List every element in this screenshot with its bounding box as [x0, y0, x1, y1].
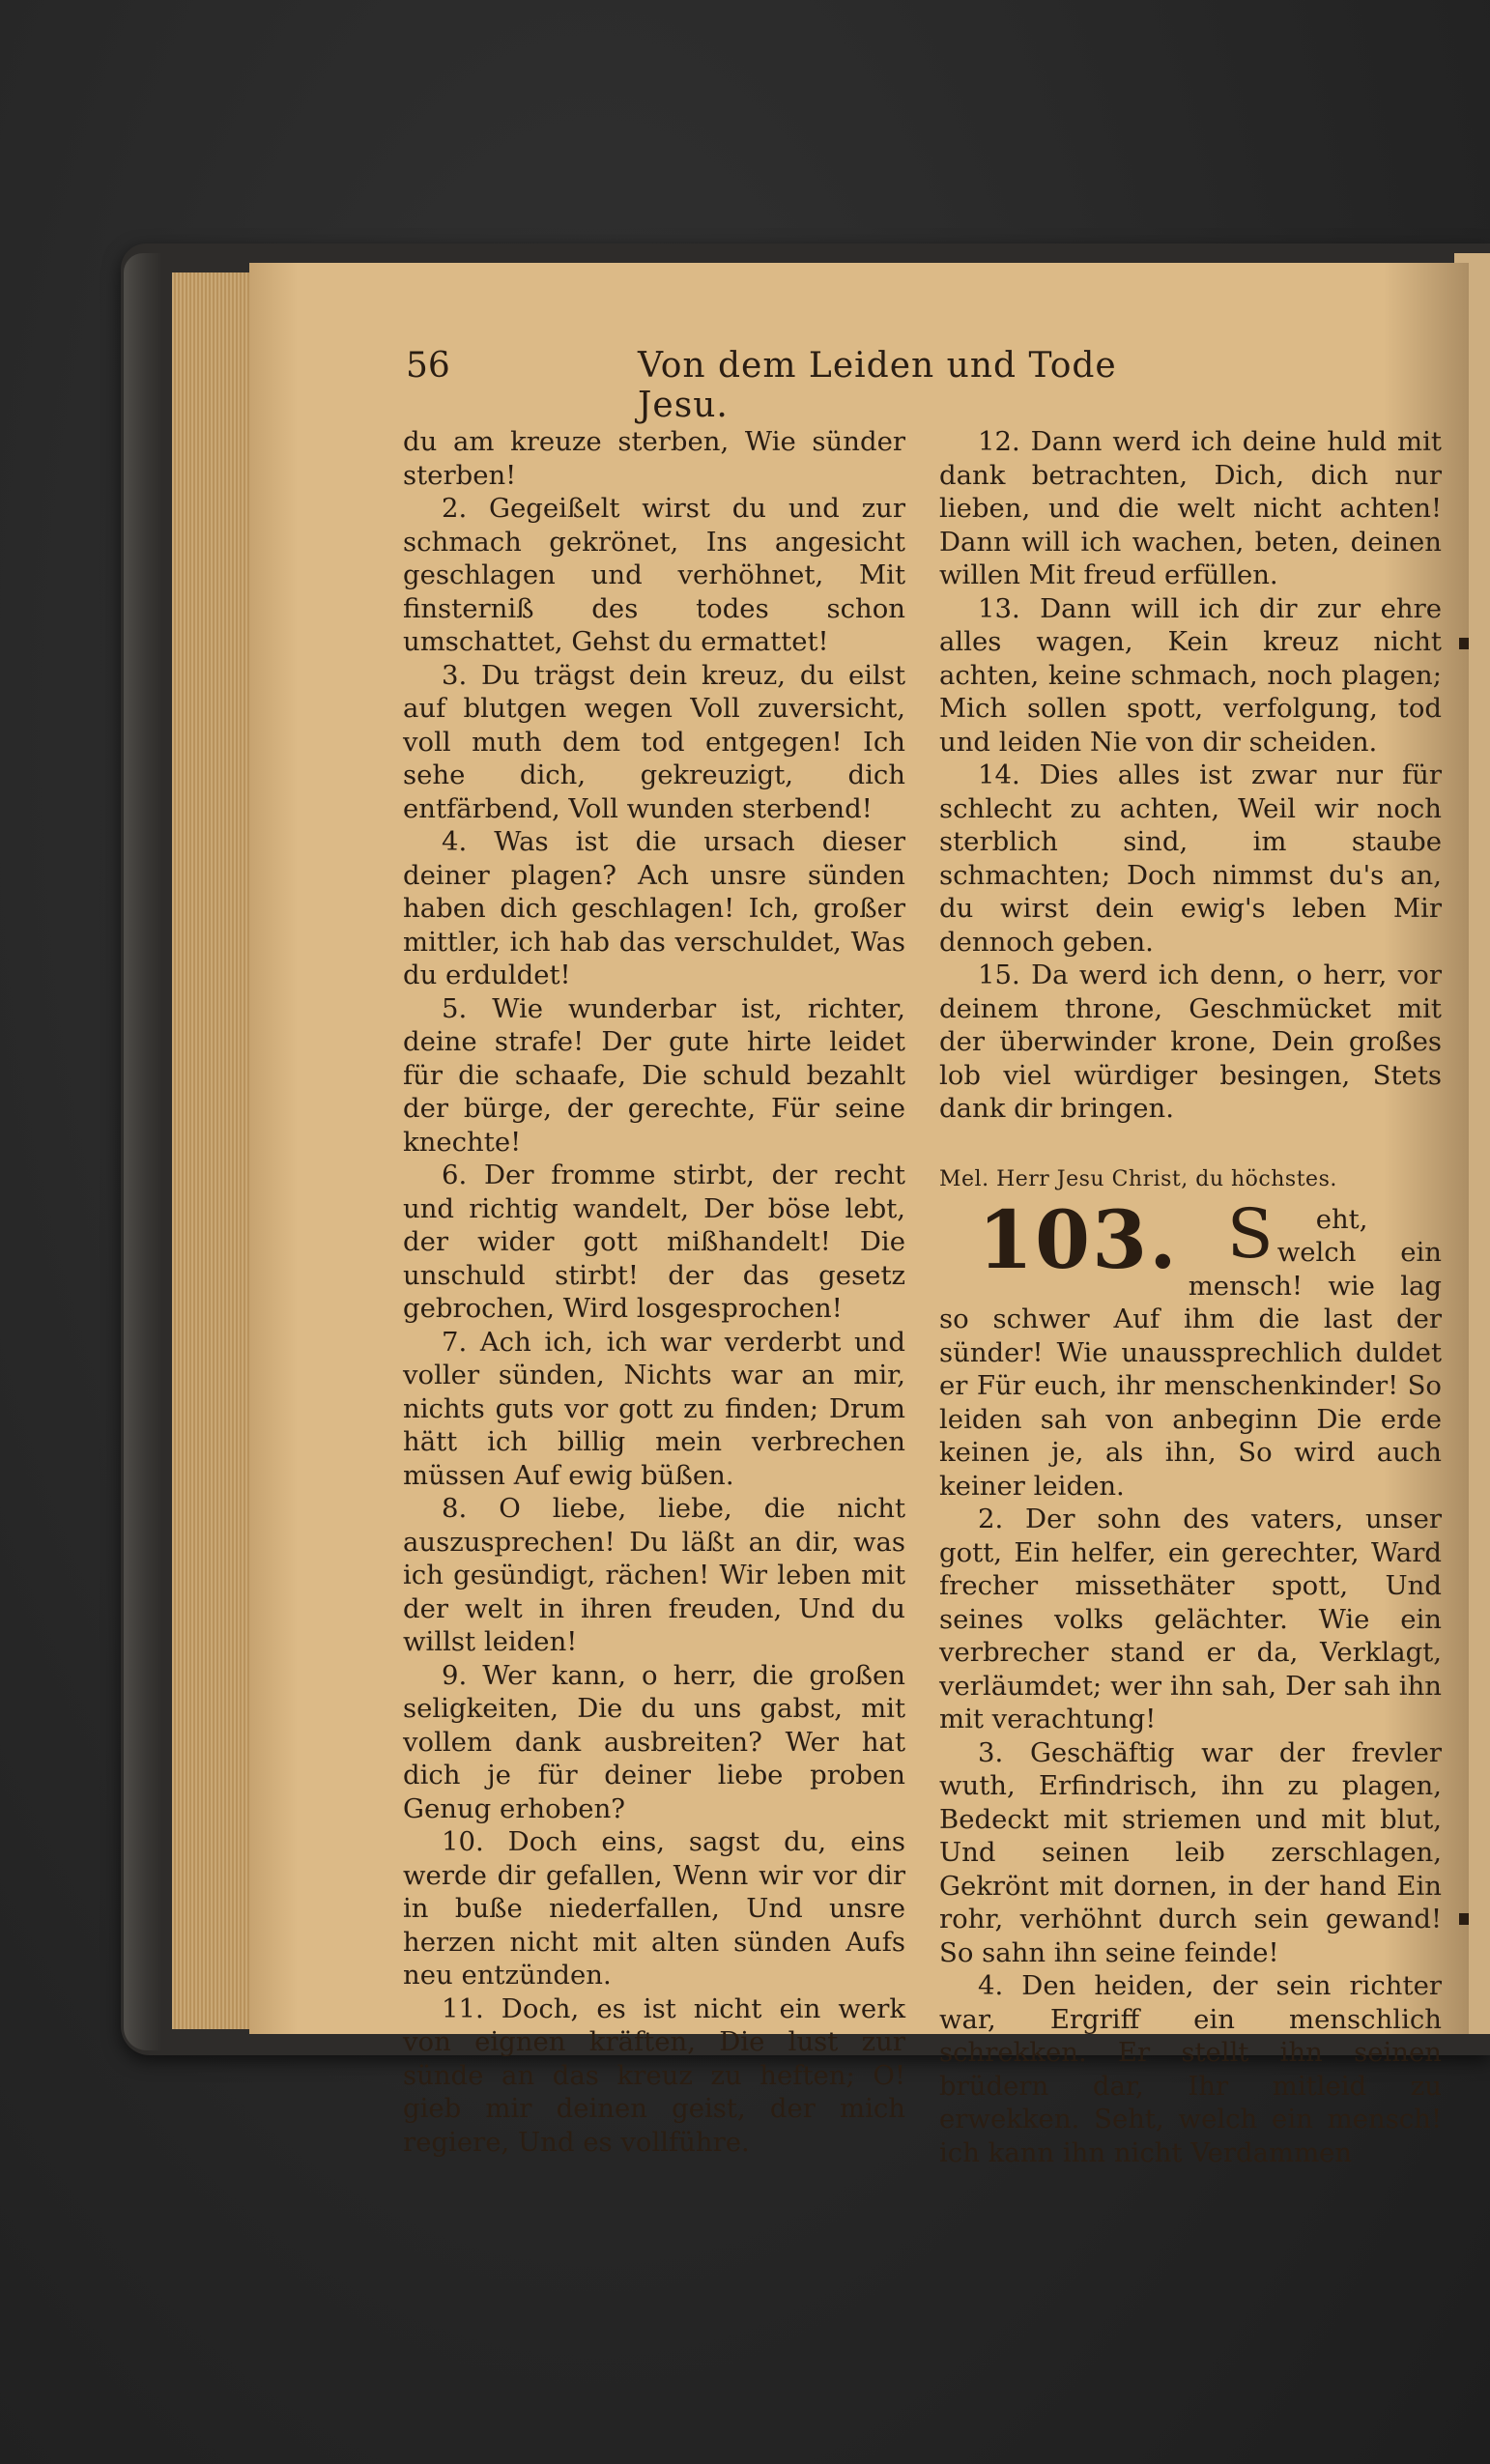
verse: 3. Du trägst dein kreuz, du eilst auf blutgen wegen Voll zuversicht, voll muth dem tod entgegen! Ich sehe dich, gekreuzigt, dich entfärbend, Voll wunden sterbend!	[403, 659, 905, 824]
right-column	[939, 425, 1442, 2169]
verse: 10. Doch eins, sagst du, eins werde dir gefallen, Wenn wir vor dir in buße niederfallen, Und unsre herzen nicht mit alten sünden Aufs neu entzünden.	[403, 1826, 905, 1991]
hymn-initial-letter: S	[1226, 1193, 1274, 1274]
verse: 8. O liebe, liebe, die nicht auszusprechen! Du läßt an dir, was ich gesündigt, rächen! Wir leben mit der welt in ihren freuden, Und du willst leiden!	[403, 1493, 905, 1657]
page-number: 56	[406, 346, 450, 386]
hymn-number: 103.	[978, 1193, 1179, 1287]
verse: 5. Wie wunderbar ist, richter, deine strafe! Der gute hirte leidet für die schaafe, Die schuld bezahlt der bürge, der gerechte, Für seine knechte!	[403, 992, 905, 1158]
page-header	[406, 340, 1208, 425]
verse: du am kreuze sterben, Wie sünder sterben!	[403, 426, 905, 491]
left-column	[403, 425, 905, 2159]
verse: 12. Dann werd ich deine huld mit dank betrachten, Dich, dich nur lieben, und die welt nicht achten! Dann will ich wachen, beten, deinen willen Mit freud erfüllen.	[939, 426, 1442, 590]
hymn-melody: Mel. Herr Jesu Christ, du höchstes.	[939, 1166, 1337, 1191]
verse: 11. Doch, es ist nicht ein werk von eignen kräften, Die lust zur sünde an das kreuz zu heften; O! gieb mir deinen geist, der mich regiere, Und es vollführe.	[403, 1992, 905, 2158]
verse: 14. Dies alles ist zwar nur für schlecht zu achten, Weil wir noch sterblich sind, im staube schmachten; Doch nimmst du's an, du wirst dein ewig's leben Mir dennoch geben.	[939, 759, 1442, 958]
hymn-first-text: eht, welch ein mensch! wie lag so schwer Auf ihm die last der sünder! Wie unaussprechlich duldet er Für euch, ihr menschenkinder! So leiden sah von anbeginn Die erde keinen je, als ihn, So wird auch keiner leiden.	[939, 1203, 1442, 1502]
verse: 2. Gegeißelt wirst du und zur schmach gekrönet, Ins angesicht geschlagen und verhöhnet, Mit finsterniß des todes schon umschattet, Gehst du ermattet!	[403, 493, 905, 657]
verse: 3. Geschäftig war der frevler wuth, Erfindrisch, ihn zu plagen, Bedeckt mit striemen und mit blut, Und seinen leib zerschlagen, Gekrönt mit dornen, in der hand Ein rohr, verhöhnt durch sein gewand! So sahn ihn seine feinde!	[939, 1736, 1442, 1968]
verse: 2. Der sohn des vaters, unser gott, Ein helfer, ein gerechter, Ward frecher missethäter spott, Und seines volks gelächter. Wie ein verbrecher stand er da, Verklagt, verläumdet; wer ihn sah, Der sah ihn mit verachtung!	[939, 1504, 1442, 1734]
adjacent-page-mark	[1459, 638, 1469, 649]
page-block-edges	[172, 272, 259, 2029]
adjacent-page-mark	[1459, 1913, 1469, 1925]
verse: 6. Der fromme stirbt, der recht und richtig wandelt, Der böse lebt, der wider gott mißhandelt! Die unschuld stirbt! der das gesetz gebrochen, Wird losgesprochen!	[403, 1160, 905, 1324]
verse: 9. Wer kann, o herr, die großen seligkeiten, Die du uns gabst, mit vollem dank ausbreiten? Wer hat dich je für deiner liebe proben Genug erhoben?	[403, 1659, 905, 1824]
verse: 13. Dann will ich dir zur ehre alles wagen, Kein kreuz nicht achten, keine schmach, noch plagen; Mich sollen spott, verfolgung, tod und leiden Nie von dir scheiden.	[939, 592, 1442, 758]
verse: 4. Den heiden, der sein richter war, Ergriff ein menschlich schrekken. Er stellt ihn seinen brüdern dar, Ihr mitleid zu erwekken. Seht, welch ein mensch! ich kann ihn nicht Verdammen	[939, 1970, 1442, 2168]
verse: 15. Da werd ich denn, o herr, vor deinem throne, Geschmücket mit der überwinder krone, Dein großes lob viel würdiger besingen, Stets dank dir bringen.	[939, 960, 1442, 1124]
running-title: Von dem Leiden und Tode Jesu.	[638, 346, 1117, 425]
verse: 4. Was ist die ursach dieser deiner plagen? Ach unsre sünden haben dich geschlagen! Ich, großer mittler, ich hab das verschuldet, Was du erduldet!	[403, 826, 905, 990]
cover-spine-wear	[124, 253, 162, 2050]
hymn-first-verse	[939, 1193, 1442, 1504]
verse: 7. Ach ich, ich war verderbt und voller sünden, Nichts war an mir, nichts guts vor gott zu finden; Drum hätt ich billig mein verbrechen müssen Auf ewig büßen.	[403, 1326, 905, 1491]
